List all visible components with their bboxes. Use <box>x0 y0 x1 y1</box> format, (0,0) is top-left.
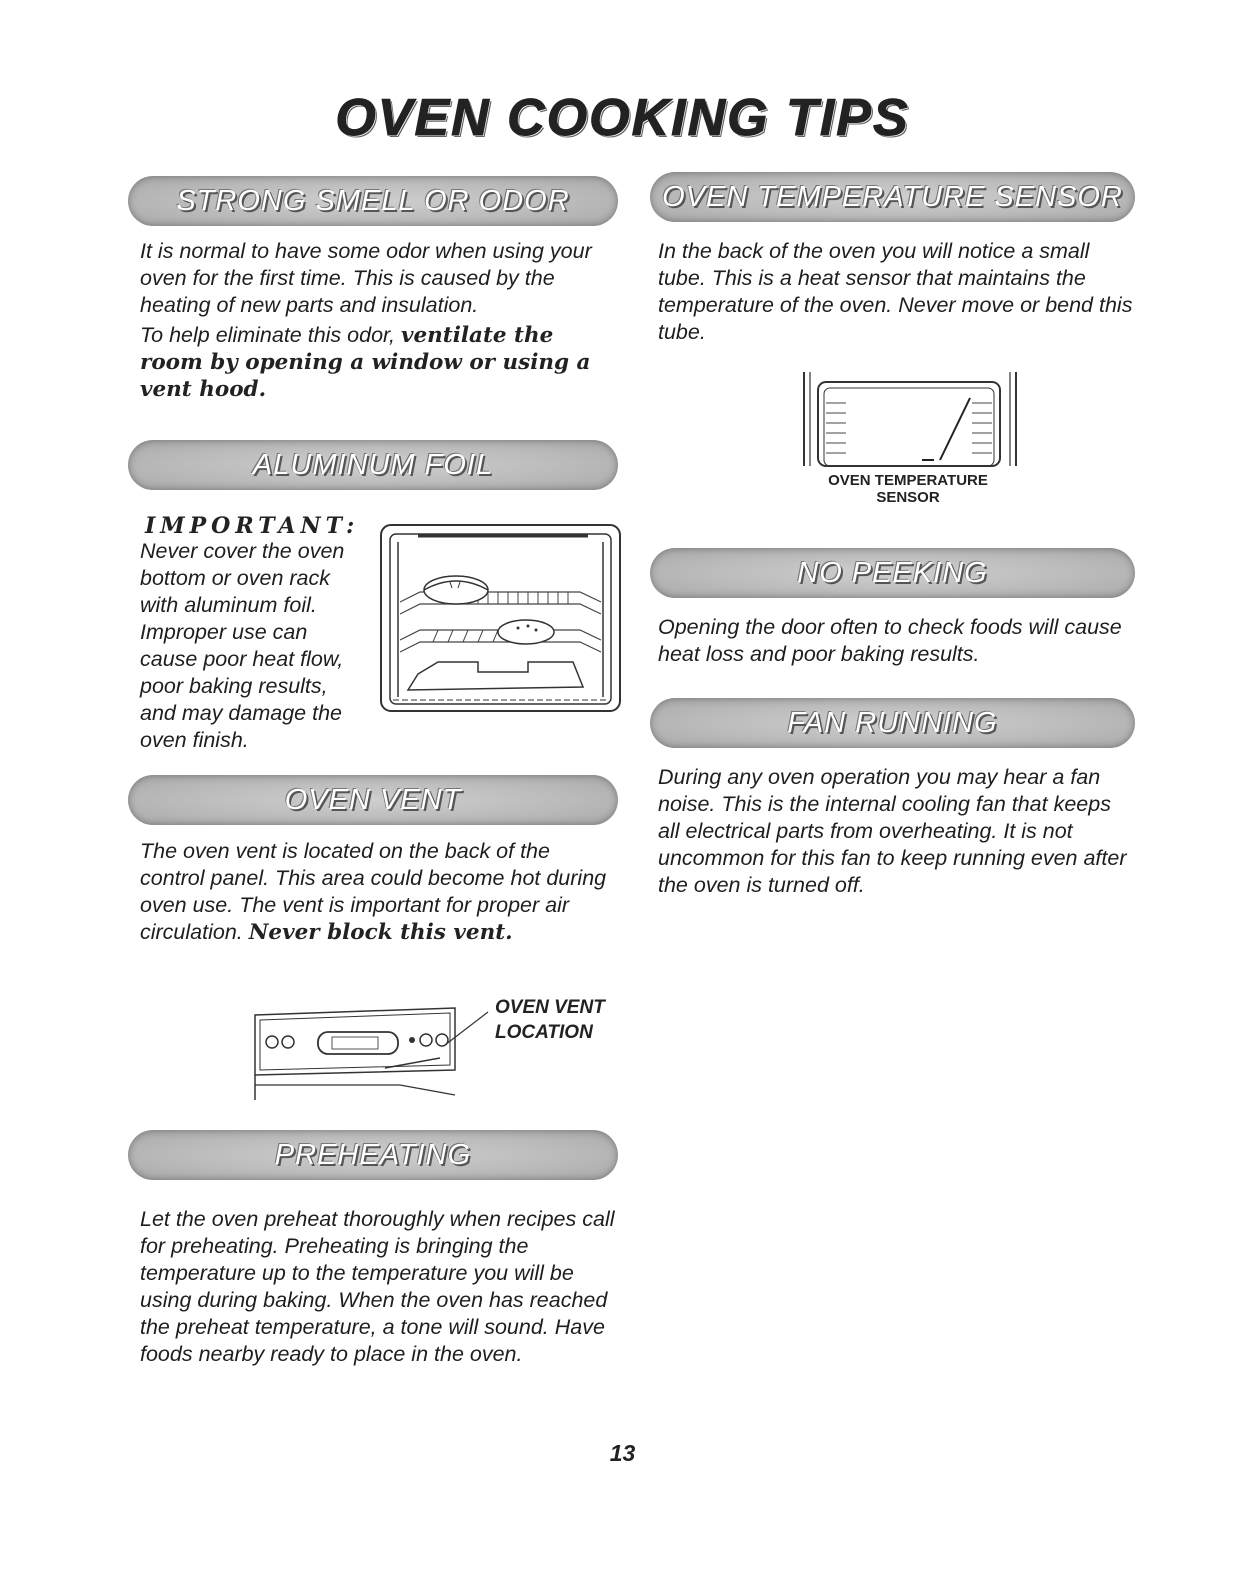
important-label: IMPORTANT: <box>145 513 360 539</box>
heading-aluminum-foil-text: ALUMINUM FOIL <box>252 448 494 481</box>
heading-aluminum-foil <box>128 440 618 490</box>
heading-fan-running <box>650 698 1135 748</box>
odor-tip-paragraph <box>140 322 610 403</box>
oven-rack-illustration <box>378 522 623 714</box>
vent-paragraph-bold: Never block this vent. <box>248 920 513 945</box>
heading-oven-temperature-sensor <box>650 172 1135 222</box>
peeking-paragraph: Opening the door often to check foods will cause heat loss and poor baking results. <box>658 615 1122 666</box>
odor-tip-lead: To help eliminate this odor, <box>140 323 401 347</box>
heading-preheating-text: PREHEATING <box>274 1138 472 1171</box>
heading-no-peeking <box>650 548 1135 598</box>
heading-no-peeking-text: NO PEEKING <box>797 556 988 589</box>
heading-preheating <box>128 1130 618 1180</box>
heading-oven-temperature-sensor-text: OVEN TEMPERATURE SENSOR <box>662 180 1123 213</box>
heading-strong-smell-text: STRONG SMELL OR ODOR <box>176 184 570 217</box>
oven-temperature-sensor-label: OVEN TEMPERATURE SENSOR <box>828 472 988 506</box>
oven-vent-illustration <box>250 1000 490 1100</box>
oven-vent-location-label: OVEN VENT LOCATION <box>495 997 605 1043</box>
heading-oven-vent-text: OVEN VENT <box>284 783 462 816</box>
fan-paragraph: During any oven operation you may hear a fan noise. This is the internal cooling fan that keeps all electrical parts from overheating. It is not uncommon for this fan to keep running even after the oven is turned off. <box>658 765 1127 897</box>
heading-strong-smell <box>128 176 618 226</box>
heading-oven-vent <box>128 775 618 825</box>
vent-paragraph <box>140 838 612 946</box>
heading-fan-running-text: FAN RUNNING <box>787 706 998 739</box>
odor-tip-bold: ventilate the room by opening a window or using a vent hood. <box>140 323 591 402</box>
foil-paragraph: Never cover the oven bottom or oven rack with aluminum foil. Improper use can cause poor heat flow, poor baking results, and may damage the oven finish. <box>140 539 345 752</box>
oven-sensor-illustration <box>800 368 1020 470</box>
sensor-paragraph: In the back of the oven you will notice a small tube. This is a heat sensor that maintains the temperature of the oven. Never move or bend this tube. <box>658 239 1133 344</box>
page-title: OVEN COOKING TIPS <box>335 89 910 147</box>
preheating-paragraph: Let the oven preheat thoroughly when recipes call for preheating. Preheating is bringing the temperature up to the temperature you will be using during baking. When the oven has reached the preheat temperature, a tone will sound. Have foods nearby ready to place in the oven. <box>140 1207 615 1366</box>
odor-paragraph: It is normal to have some odor when using your oven for the first time. This is caused by the heating of new parts and insulation. <box>140 239 592 317</box>
vent-paragraph-lead: The oven vent is located on the back of the control panel. This area could become hot during oven use. The vent is important for proper air circulation. <box>140 839 607 944</box>
page-number: 13 <box>609 1440 636 1466</box>
